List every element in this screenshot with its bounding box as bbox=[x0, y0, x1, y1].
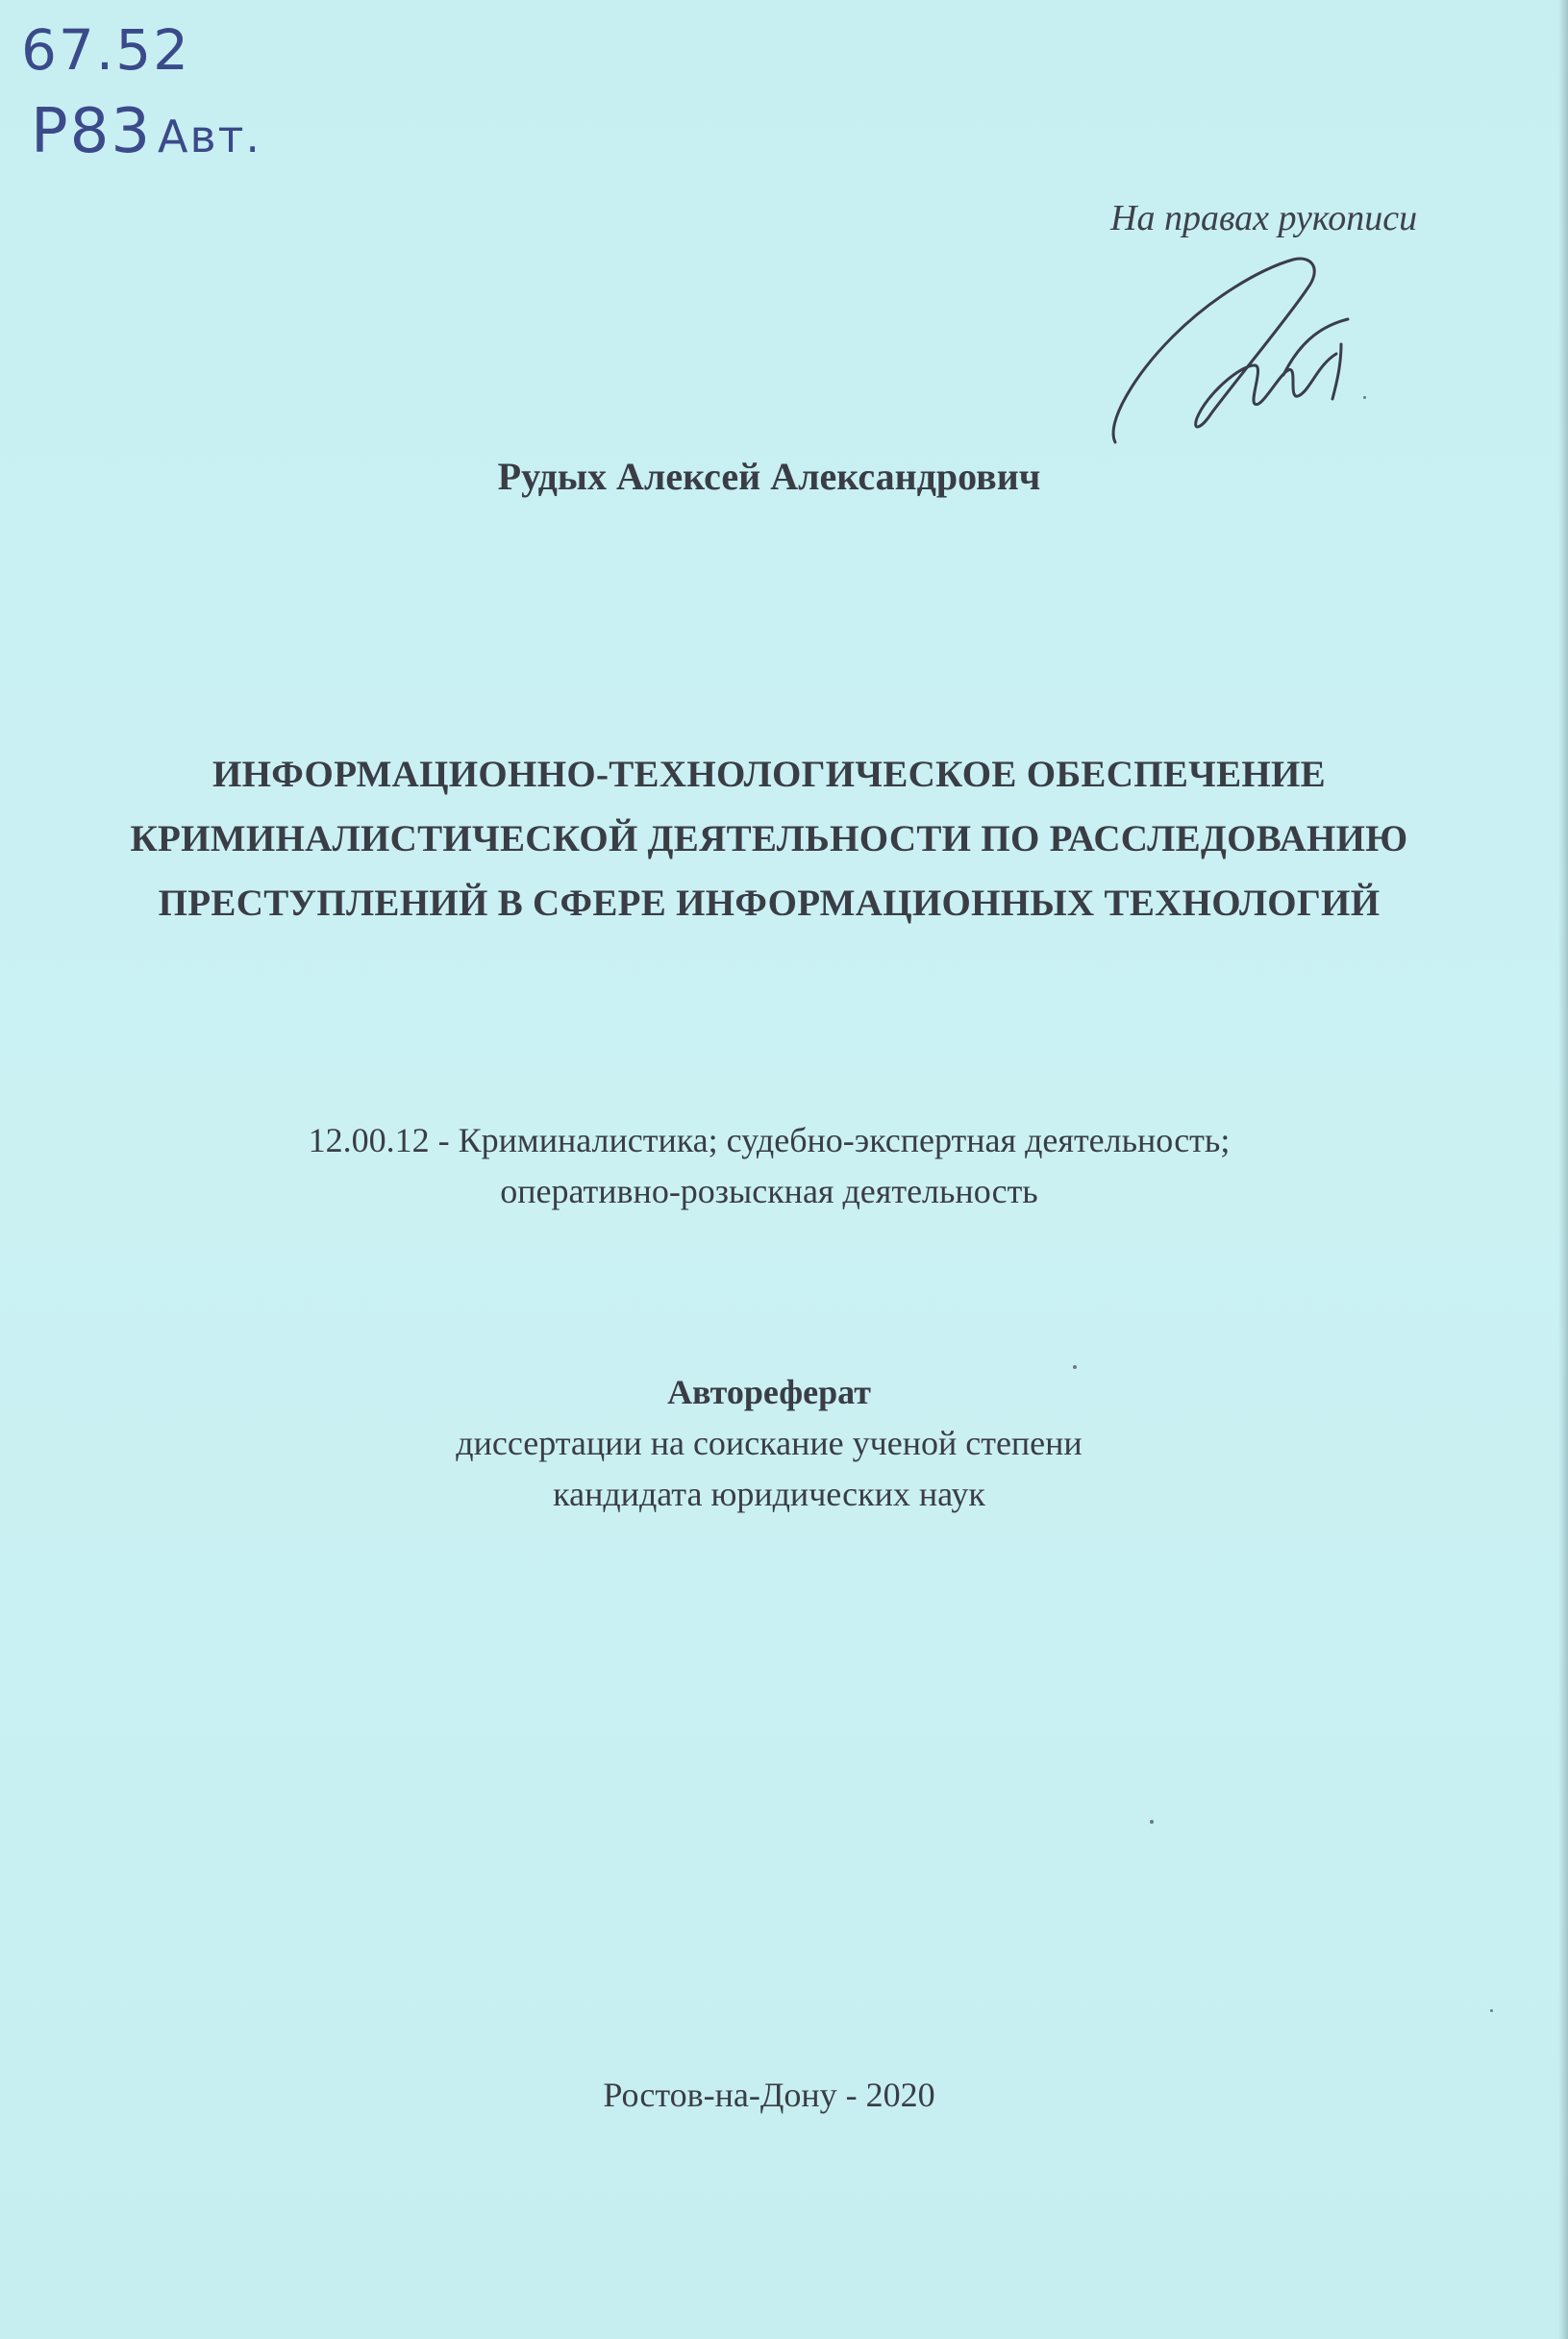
specialty-line: 12.00.12 - Криминалистика; судебно-экспертная деятельность; bbox=[308, 1121, 1231, 1159]
author-name: Рудых Алексей Александрович bbox=[497, 455, 1041, 498]
abstract-heading: Автореферат bbox=[667, 1373, 871, 1411]
title-line: ИНФОРМАЦИОННО-ТЕХНОЛОГИЧЕСКОЕ ОБЕСПЕЧЕНИЕ bbox=[212, 754, 1326, 795]
signature-icon bbox=[1096, 231, 1365, 452]
paper-speck bbox=[1150, 1820, 1154, 1824]
library-code-suffix: Авт. bbox=[158, 111, 262, 162]
abstract-line: кандидата юридических наук bbox=[553, 1475, 985, 1513]
city-year: Ростов-на-Дону - 2020 bbox=[603, 2076, 935, 2114]
library-code-line1: 67.52 bbox=[21, 17, 191, 83]
manuscript-note: На правах рукописи bbox=[1110, 198, 1418, 238]
paper-speck bbox=[1073, 1365, 1077, 1369]
title-line: ПРЕСТУПЛЕНИЙ В СФЕРЕ ИНФОРМАЦИОННЫХ ТЕХНОЛОГИЙ bbox=[158, 883, 1381, 924]
dissertation-title bbox=[0, 742, 1538, 935]
title-line: КРИМИНАЛИСТИЧЕСКОЙ ДЕЯТЕЛЬНОСТИ ПО РАССЛЕДОВАНИЮ bbox=[130, 818, 1408, 859]
paper-speck bbox=[1363, 396, 1366, 399]
library-code-main: Р83 bbox=[31, 96, 153, 167]
paper-speck bbox=[1490, 2009, 1493, 2012]
page-edge-shadow bbox=[1558, 0, 1568, 2339]
specialty-code bbox=[0, 1115, 1538, 1217]
abstract-line: диссертации на соискание ученой степени bbox=[456, 1424, 1083, 1462]
library-code-line2 bbox=[31, 96, 261, 167]
specialty-line: оперативно-розыскная деятельность bbox=[500, 1172, 1038, 1210]
abstract-label bbox=[0, 1367, 1538, 1520]
